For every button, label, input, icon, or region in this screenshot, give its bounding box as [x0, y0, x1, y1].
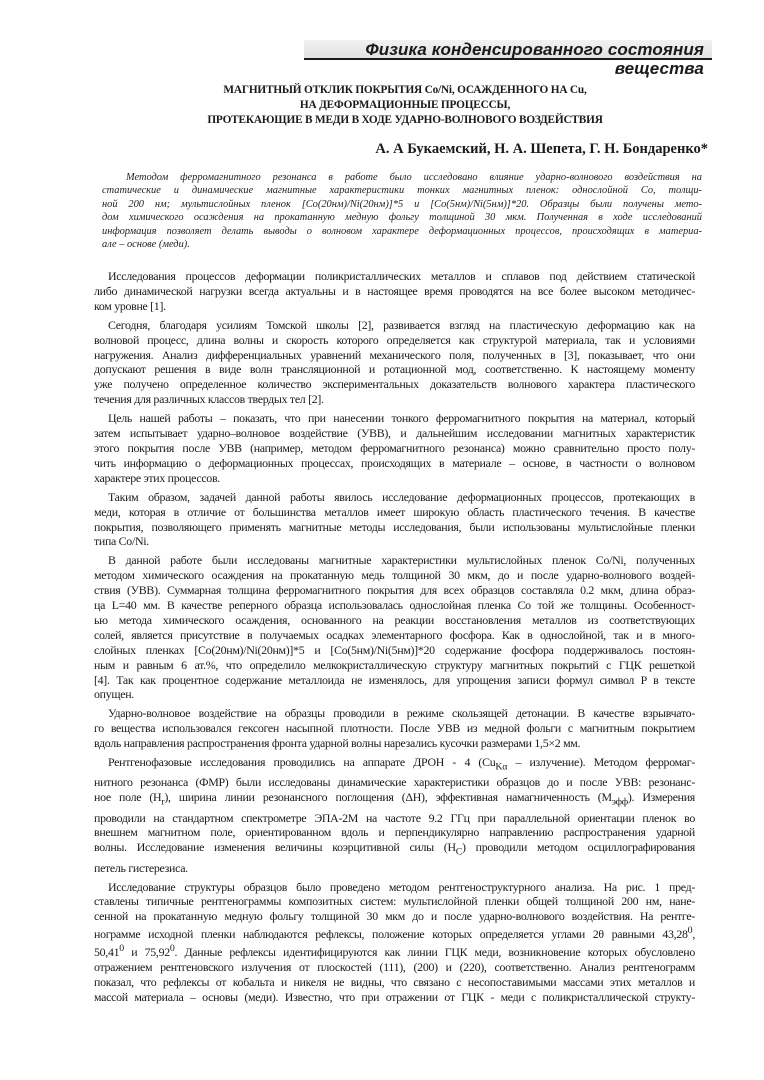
text-line: волновой процесс, длина волны и скорость которого определяется как структурой материала, так и условиями — [94, 332, 695, 347]
text-line: го вещества использовался гексоген насыпной плотности. После УВВ из медной фольги с магнитным покрытием — [94, 721, 695, 736]
text-line: сенной на прокатанную медную фольгу толщиной 30 мкм до и после ударно-волнового воздействия. На рентге- — [94, 909, 695, 924]
text-line: петель гистерезиса. — [94, 860, 188, 875]
text-line: слойных пленках [Co(20нм)/Ni(20нм)]*5 и [Co(5нм)/Ni(5нм)]*20 содержание фосфора поддерживалось постоян- — [94, 642, 695, 657]
text-line: Исследование структуры образцов было проведено методом рентгеноструктурного анализа. На рис. 1 пред- — [108, 879, 695, 894]
abstract-line: информация позволяет делать выводы о волновом характере деформационных процессов, происходящих в материа- — [102, 225, 702, 237]
text-line: В данной работе были исследованы магнитные характеристики мультислойных пленок Co/Ni, полученных — [108, 553, 695, 568]
abstract-line: статические и динамические магнитные характеристики тонких магнитных пленок: однослойной Co, толщи- — [102, 185, 702, 197]
body-paragraph — [94, 411, 695, 486]
text-line: этого покрытия после УВВ (например, методом ферромагнитного резонанса) можно сравнительно просто полу- — [94, 440, 695, 455]
text-line: характере этих процессов. — [94, 470, 220, 485]
body-text — [94, 269, 695, 1009]
text-line: ставлены типичные рентгенограммы композитных систем: мультислойной пленки общей толщиной 200 нм, нане- — [94, 894, 695, 909]
text-line: [4]. Так как процентное содержание металлоида не изменялось, для упрощения записи формул символ P в тексте — [94, 672, 695, 687]
body-paragraph — [94, 269, 695, 314]
body-paragraph — [94, 880, 695, 1005]
text-line: ное поле $(H_r)$, ширина линии резонансного поглощения (ΔH), эффективная намагниченность $(M_{эфф})$. Измерения — [94, 790, 695, 808]
text-line: отражением рентгеновского излучения от плоскостей (111), (200) и (220), соответственно. Анализ рентгенограмм — [94, 960, 695, 975]
abstract-line: але – основе (меди). — [102, 239, 190, 251]
text-line: показал, что рефлексы от кобальта и никеля не видны, что связано с несопоставимыми массами этих металлов и — [94, 974, 695, 989]
text-line: ца L=40 мм. В качестве реперного образца использовалась однослойная пленка Co той же толщины. Особенност- — [94, 598, 695, 613]
text-line: типа Co/Ni. — [94, 534, 149, 549]
body-paragraph — [94, 318, 695, 407]
text-line: ствия (УВВ). Суммарная толщина ферромагнитного покрытия для всех образцов составляла 0.2 мкм, длина образ- — [94, 583, 695, 598]
text-line: 50,41$^0$ и 75,92$^0$. Данные рефлексы идентифицируются как линии ГЦК меди, возникновение которых обусловлено — [94, 943, 695, 960]
text-line: волны. Исследование изменения величины коэрцитивной силы $(H_C)$ проводили методом осциллографирования — [94, 840, 695, 858]
text-line: уже получено определенное количество экспериментальных доказательств волнового характера пластического — [94, 377, 695, 392]
text-line: массой материала – основы (меди). Известно, что при отражении от ГЦК - меди с поликристаллической структу- — [94, 989, 695, 1004]
article-title — [100, 83, 710, 128]
abstract-line: ной 200 нм; мультислойных пленок [Co(20нм)/Ni(20нм)]*5 и [Co(5нм)/Ni(5нм)]*20. Образцы были получены мето- — [102, 198, 702, 210]
abstract-line: дом химического осаждения на прокатанную медную фольгу толщиной 30 мкм. Полученная в ходе исследований — [102, 212, 702, 224]
body-paragraph — [94, 553, 695, 702]
text-line: Рентгенофазовые исследования проводились на аппарате ДРОН - 4 ($Cu_{K\alpha}$ – излучение). Методом ферромаг- — [108, 755, 695, 773]
text-line: ным и равным 6 ат.%, что определило мелкокристаллическую структуру магнитных покрытий с ГЦК решеткой — [94, 657, 695, 672]
text-line: Исследования процессов деформации поликристаллических металлов и сплавов под действием статической — [108, 269, 695, 283]
text-line: ью метода химического осаждения, основанного на реакции восстановления металлов из соответствующих — [94, 612, 695, 627]
title-line: ПРОТЕКАЮЩИЕ В МЕДИ В ХОДЕ УДАРНО-ВОЛНОВОГО ВОЗДЕЙСТВИЯ — [207, 114, 603, 126]
text-line: солей, является присутствие в получаемых осадках элементарного фосфора. Как в однослойной, так и в много- — [94, 627, 695, 642]
text-line: опущен. — [94, 687, 134, 702]
text-line: либо динамической нагрузки всегда актуальны и в настоящее время проводятся на все более высоком методичес- — [94, 283, 695, 298]
text-line: Ударно-волновое воздействие на образцы проводили в режиме скользящей детонации. В качестве взрывчато- — [108, 706, 695, 721]
abstract-line: Методом ферромагнитного резонанса в работе было исследовано влияние ударно-волнового воздействия на — [126, 172, 702, 183]
text-line: методом химического осаждения на прокатанную медь толщиной 30 мкм, до и после ударно-волнового воздей- — [94, 568, 695, 583]
text-line: затем испытывает ударно–волновое воздействие (УВВ), и дальнейшим исследовании магнитных характеристик — [94, 426, 695, 441]
body-paragraph — [94, 706, 695, 751]
text-line: течения для различных классов твердых тел [2]. — [94, 392, 324, 407]
text-line: допускают решения в виде волн трансляционной и ротационной мод, соответственно. К настоящему моменту — [94, 362, 695, 377]
text-line: чить информацию о деформационных процессах, происходящих в материале – основе, в частности о волновом — [94, 455, 695, 470]
text-line: Сегодня, благодаря усилиям Томской школы [2], развивается взгляд на пластическую деформацию как на — [108, 317, 695, 332]
text-line: нограмме исходной пленки наблюдаются рефлексы, положение которых определяется углами 2θ равными 43,28$^0$, — [94, 925, 695, 942]
text-line: вдоль направления распространения фронта ударной волны нарезались кусочки размерами 1,5×2 мм. — [94, 736, 581, 751]
abstract — [102, 171, 702, 251]
title-line: НА ДЕФОРМАЦИОННЫЕ ПРОЦЕССЫ, — [299, 99, 511, 111]
authors: А. А Букаемский, Н. А. Шепета, Г. Н. Бондаренко* — [375, 141, 708, 157]
text-line: проводили на стандартном спектрометре ЭПА-2М на частоте 9.2 ГГц при параллельной ориентации пленок во — [94, 810, 695, 825]
body-paragraph — [94, 490, 695, 550]
title-line: МАГНИТНЫЙ ОТКЛИК ПОКРЫТИЯ Co/Ni, ОСАЖДЕННОГО НА Cu, — [223, 84, 587, 96]
running-header: Физика конденсированного состояния вещества — [304, 40, 712, 60]
text-line: меди, которая в отличие от большинства металлов имеет широкую область пластического течения. В качестве — [94, 504, 695, 519]
body-paragraph — [94, 755, 695, 875]
text-line: нитного резонанса (ФМР) были исследованы динамические характеристики образцов до и после УВВ: резонанс- — [94, 775, 695, 790]
text-line: Таким образом, задачей данной работы явилось исследование деформационных процессов, протекающих в — [108, 489, 695, 504]
text-line: покрытия, позволяющего применять магнитные методы исследования, были использованы мультислойные пленки — [94, 519, 695, 534]
text-line: Цель нашей работы – показать, что при нанесении тонкого ферромагнитного покрытия на материал, который — [108, 411, 695, 426]
text-line: нагружения. Анализ дифференциальных уравнений механического поля, полученных в [3], показывает, что они — [94, 347, 695, 362]
text-line: внешнем магнитном поле, ориентированном вдоль и перпендикулярно направлению распространения ударной — [94, 825, 695, 840]
text-line: ком уровне [1]. — [94, 298, 166, 313]
